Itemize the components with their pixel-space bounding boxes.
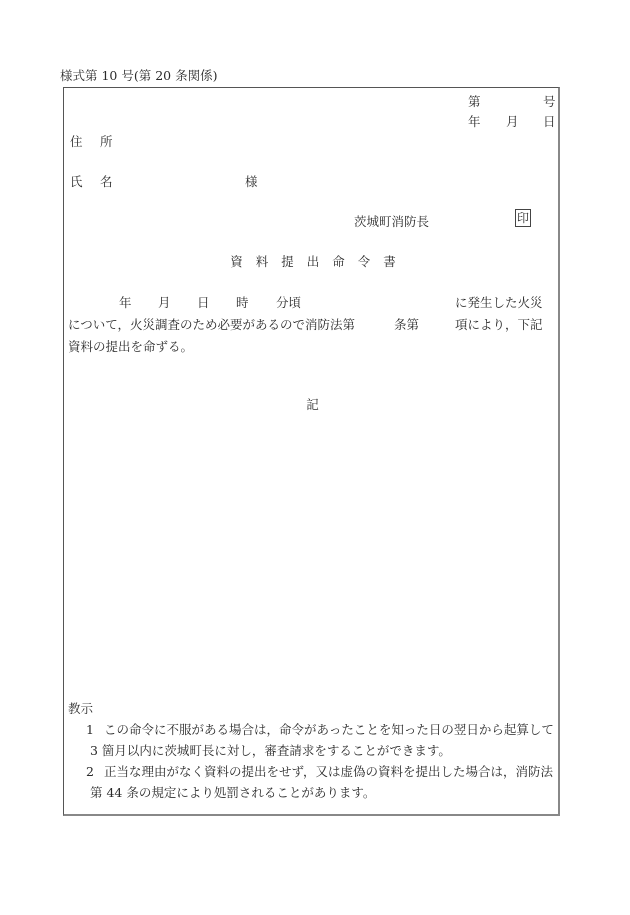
notice-item-1-line-1 xyxy=(70,719,554,740)
seal-mark: 印 xyxy=(516,211,529,225)
law-reference-text: について，火災調査のため必要があるので消防法第 xyxy=(68,317,356,332)
address-label-1: 住 xyxy=(70,134,83,149)
date-day-label: 日 xyxy=(543,114,556,129)
body-line-2 xyxy=(70,314,554,336)
notice-item-number: 2 xyxy=(86,764,94,779)
notice-item-2-line-2 xyxy=(70,782,554,803)
document-title: 資料提出命令書 xyxy=(230,254,409,269)
name-label-2: 名 xyxy=(100,174,113,189)
body-line-3 xyxy=(70,336,554,358)
fire-minute-label: 分頃 xyxy=(276,295,302,310)
order-statement: 資料の提出を命ずる。 xyxy=(68,339,194,354)
form-number-caption: 様式第 10 号(第 20 条関係) xyxy=(60,68,218,83)
document-frame xyxy=(63,87,560,816)
fire-hour-label: 時 xyxy=(236,295,249,310)
fire-occurred-text: に発生した火災 xyxy=(455,295,543,310)
number-prefix: 第 xyxy=(468,94,481,109)
address-label-2: 所 xyxy=(100,134,113,149)
notice-item-text: この命令に不服がある場合は，命令があったことを知った日の翌日から起算して xyxy=(104,722,554,737)
notice-item-2-line-1 xyxy=(70,761,554,782)
notice-section xyxy=(70,698,554,803)
date-month-label: 月 xyxy=(506,114,519,129)
body-line-1 xyxy=(70,292,554,314)
name-label-1: 氏 xyxy=(70,174,83,189)
fire-day-label: 日 xyxy=(197,295,210,310)
order-body xyxy=(70,292,554,358)
date-year-label: 年 xyxy=(468,114,481,129)
notice-item-text: 第 44 条の規定により処罰されることがあります。 xyxy=(90,785,376,800)
article-label: 条第 xyxy=(394,317,420,332)
fire-month-label: 月 xyxy=(158,295,171,310)
paragraph-label: 項により，下記 xyxy=(455,317,543,332)
notice-item-text: 正当な理由がなく資料の提出をせず，又は虚偽の資料を提出した場合は，消防法 xyxy=(104,764,554,779)
honorific: 様 xyxy=(245,174,258,189)
notice-heading: 教示 xyxy=(68,701,94,716)
notice-heading-line xyxy=(70,698,554,719)
notice-item-number: 1 xyxy=(86,722,94,737)
notice-item-text: 3 箇月以内に茨城町長に対し，審査請求をすることができます。 xyxy=(90,743,451,758)
number-suffix: 号 xyxy=(543,94,556,109)
fire-year-label: 年 xyxy=(119,295,132,310)
issuer-title: 茨城町消防長 xyxy=(354,214,430,229)
ki-heading: 記 xyxy=(306,397,319,412)
notice-item-1-line-2 xyxy=(70,740,554,761)
